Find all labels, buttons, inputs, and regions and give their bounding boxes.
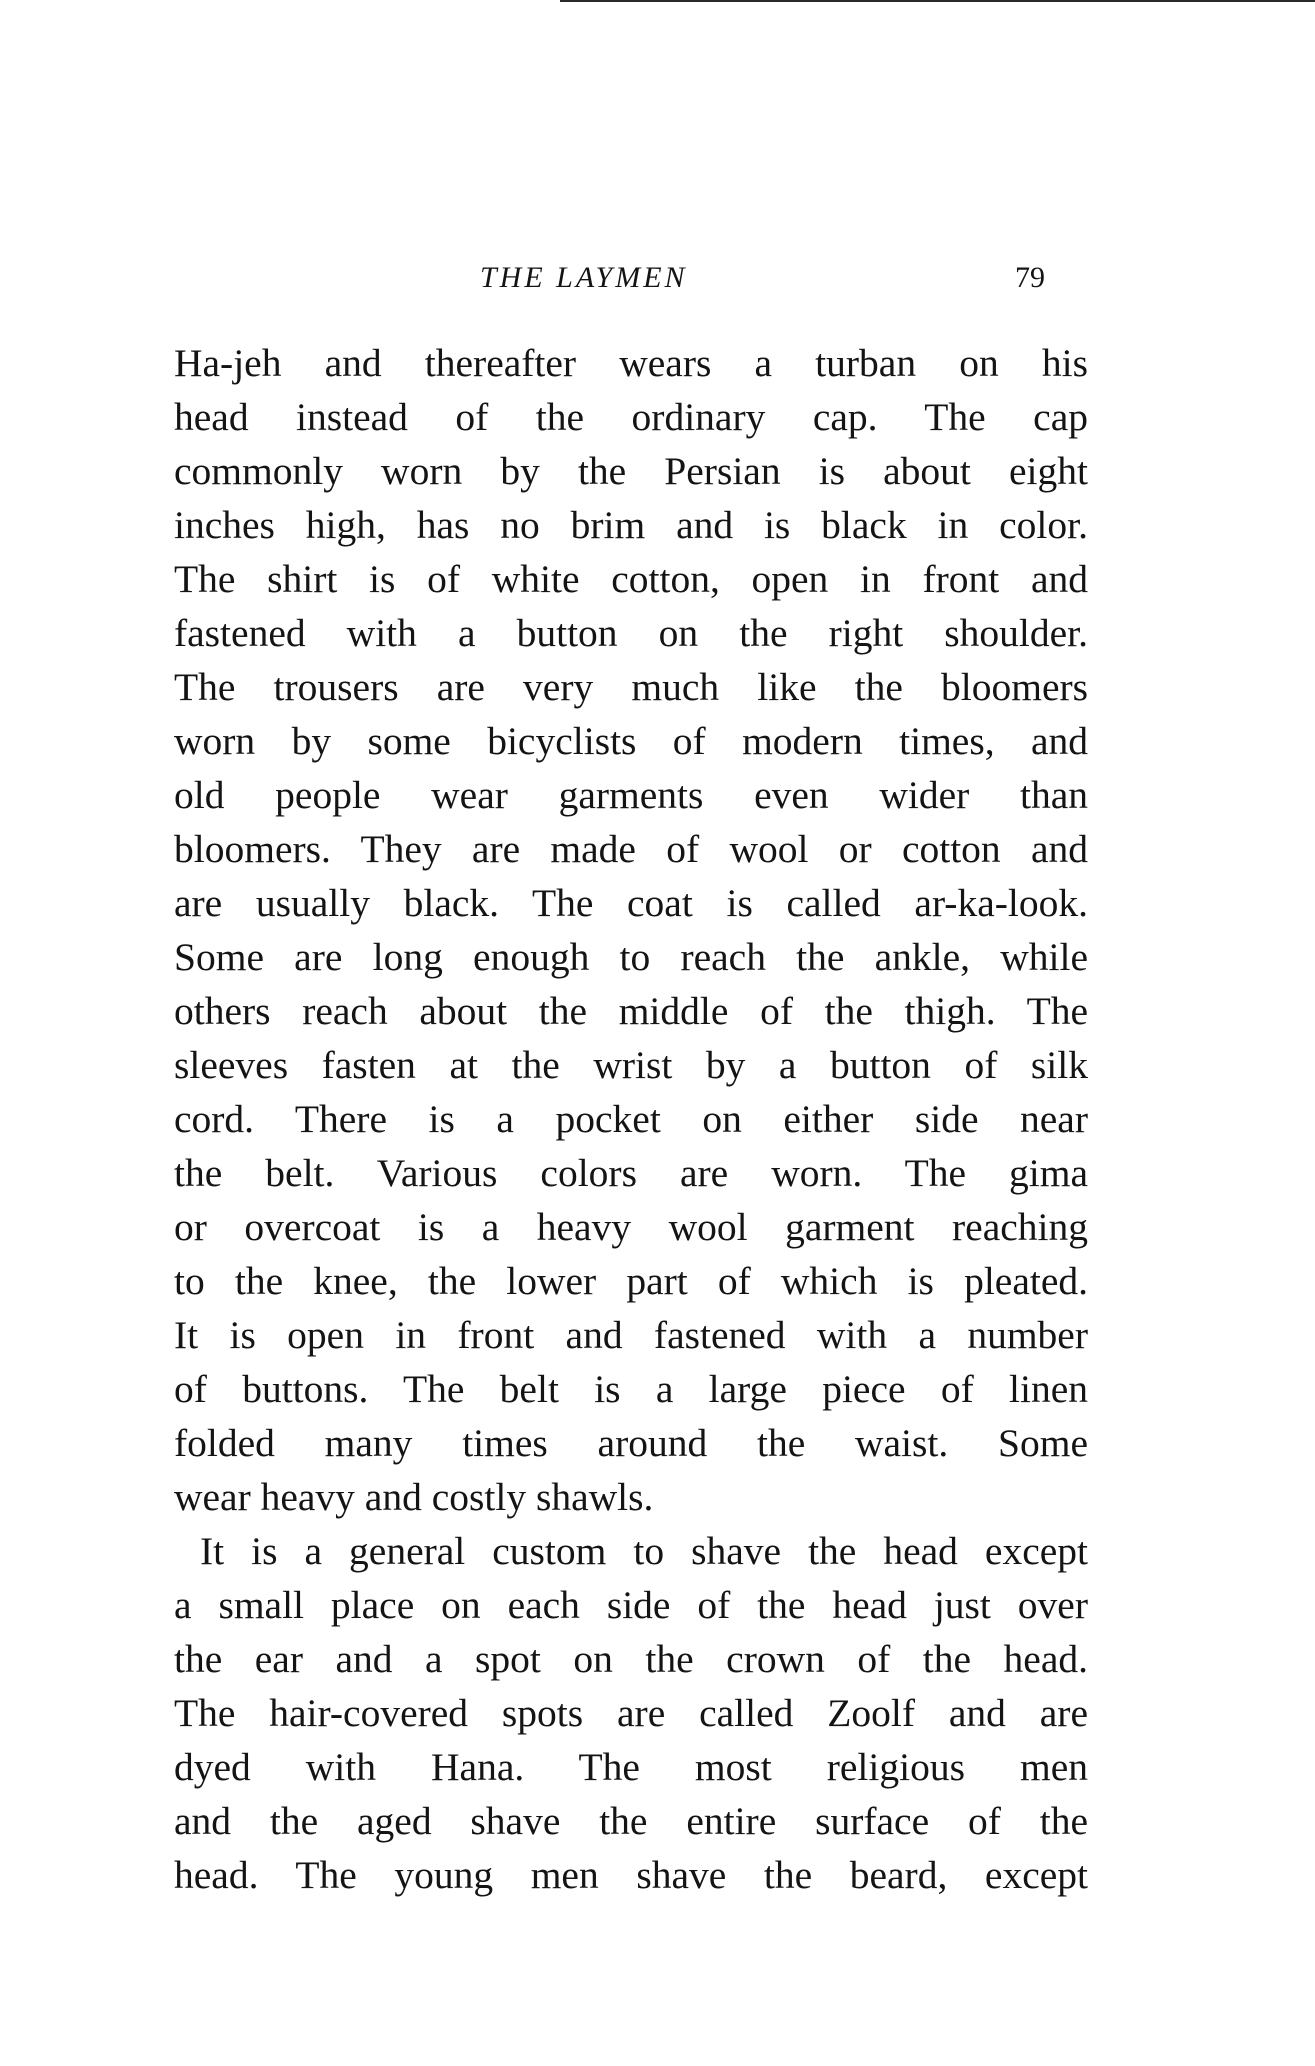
paragraph-1 — [174, 336, 1088, 1524]
text-line: It is open in front and fastened with a number — [174, 1313, 1088, 1357]
text-line: old people wear garments even wider than — [174, 773, 1088, 817]
text-line: or overcoat is a heavy wool garment reaching — [174, 1205, 1088, 1249]
text-line: fastened with a button on the right shoulder. — [174, 611, 1088, 655]
text-line: the ear and a spot on the crown of the head. — [174, 1637, 1088, 1681]
text-line: cord. There is a pocket on either side near — [174, 1097, 1088, 1141]
text-line: the belt. Various colors are worn. The gima — [174, 1151, 1088, 1195]
text-line: head. The young men shave the beard, except — [174, 1853, 1088, 1897]
paragraph-2 — [174, 1524, 1088, 1902]
text-line: sleeves fasten at the wrist by a button of silk — [174, 1043, 1088, 1087]
page-number: 79 — [1015, 261, 1045, 294]
text-line: wear heavy and costly shawls. — [174, 1475, 654, 1519]
running-title: THE LAYMEN — [480, 261, 688, 294]
text-line: The trousers are very much like the bloomers — [174, 665, 1088, 709]
text-line: It is a general custom to shave the head except — [200, 1529, 1088, 1573]
text-line: are usually black. The coat is called ar-ka-look. — [174, 881, 1088, 925]
body-text — [174, 336, 1088, 1902]
text-line: folded many times around the waist. Some — [174, 1421, 1088, 1465]
text-line: Ha-jeh and thereafter wears a turban on his — [174, 341, 1088, 385]
text-line: inches high, has no brim and is black in color. — [174, 503, 1088, 547]
text-line: a small place on each side of the head just over — [174, 1583, 1088, 1627]
text-line: to the knee, the lower part of which is pleated. — [174, 1259, 1088, 1303]
running-head — [0, 258, 1315, 298]
text-line: Some are long enough to reach the ankle, while — [174, 935, 1088, 979]
text-line: commonly worn by the Persian is about eight — [174, 449, 1088, 493]
text-line: bloomers. They are made of wool or cotton and — [174, 827, 1088, 871]
top-edge-rule — [560, 0, 1315, 2]
text-line: dyed with Hana. The most religious men — [174, 1745, 1088, 1789]
text-line: The hair-covered spots are called Zoolf and are — [174, 1691, 1088, 1735]
text-line: and the aged shave the entire surface of the — [174, 1799, 1088, 1843]
text-line: worn by some bicyclists of modern times, and — [174, 719, 1088, 763]
text-line: others reach about the middle of the thigh. The — [174, 989, 1088, 1033]
text-line: head instead of the ordinary cap. The cap — [174, 395, 1088, 439]
text-line: The shirt is of white cotton, open in front and — [174, 557, 1088, 601]
text-line: of buttons. The belt is a large piece of linen — [174, 1367, 1088, 1411]
